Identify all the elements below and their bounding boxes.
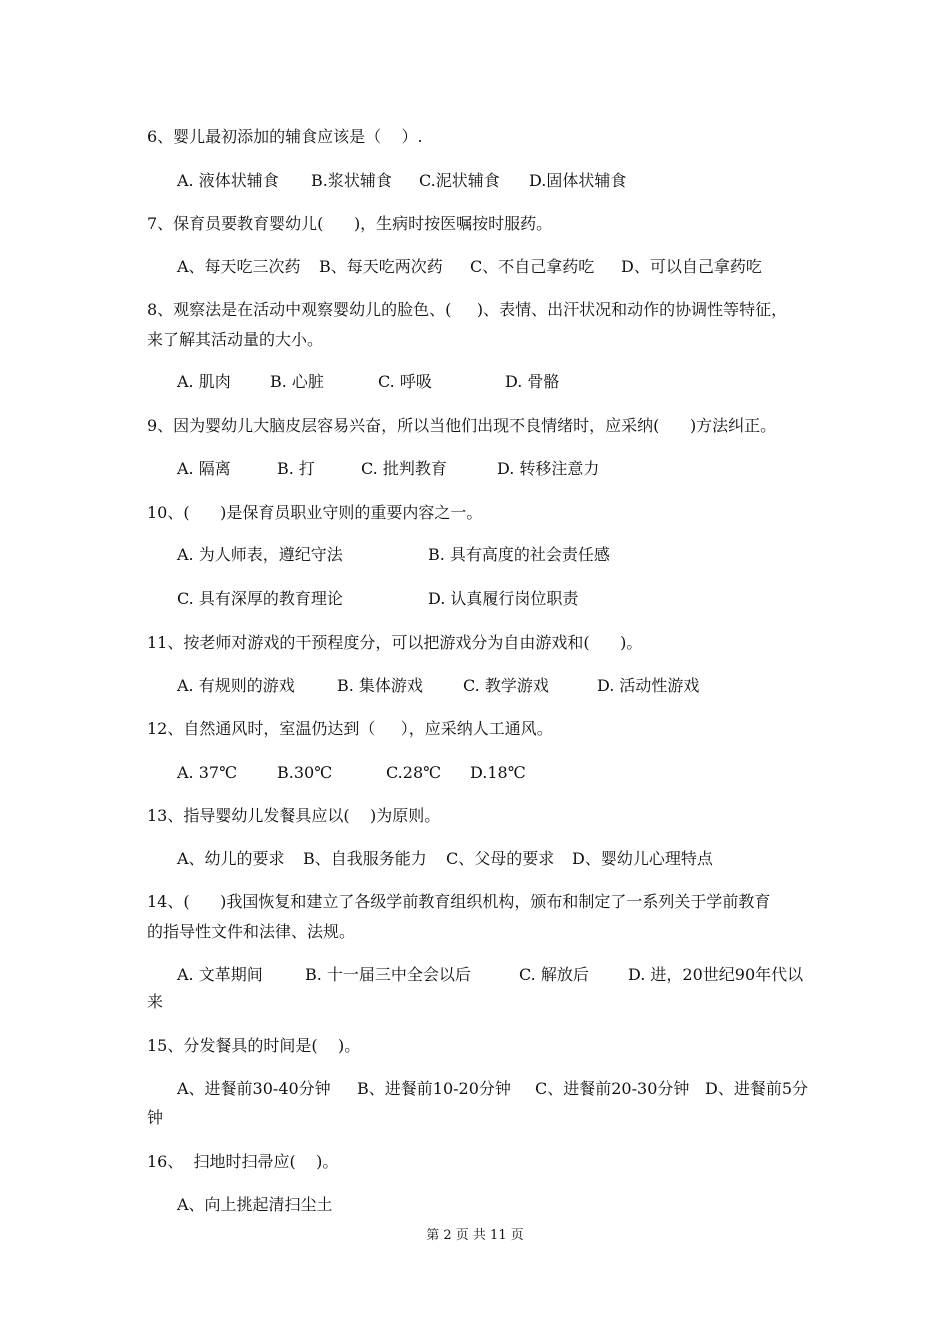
- question-15-option-c: C、进餐前20-30分钟: [535, 1079, 690, 1098]
- question-14-option-b: B. 十一届三中全会以后: [305, 965, 471, 984]
- question-9-option-d: D. 转移注意力: [497, 459, 600, 478]
- question-6-stem: 6、婴儿最初添加的辅食应该是（ ）.: [147, 127, 423, 146]
- question-11-option-d: D. 活动性游戏: [597, 676, 700, 695]
- question-16-option-a: A、向上挑起清扫尘土: [177, 1195, 333, 1214]
- question-13-option-b: B、自我服务能力: [303, 849, 427, 868]
- question-8-option-b: B. 心脏: [270, 372, 324, 391]
- question-11-option-c: C. 教学游戏: [463, 676, 549, 695]
- question-8-option-c: C. 呼吸: [378, 372, 432, 391]
- question-14-option-d-wrap: 来: [147, 992, 164, 1011]
- question-6-option-a: A. 液体状辅食: [177, 171, 279, 190]
- question-8-option-a: A. 肌肉: [177, 372, 231, 391]
- question-7-option-a: A、每天吃三次药: [177, 257, 301, 276]
- question-12-option-d: D.18℃: [470, 763, 526, 782]
- question-9-stem: 9、因为婴幼儿大脑皮层容易兴奋，所以当他们出现不良情绪时，应采纳( )方法纠正。: [147, 416, 777, 435]
- question-11-option-b: B. 集体游戏: [337, 676, 423, 695]
- question-13-option-c: C、父母的要求: [446, 849, 555, 868]
- question-8-stem-line-1: 8、观察法是在活动中观察婴幼儿的脸色、( )、表情、出汗状况和动作的协调性等特征，: [147, 300, 788, 319]
- question-12-stem: 12、自然通风时，室温仍达到（ ），应采纳人工通风。: [147, 719, 553, 738]
- question-16-stem: 16、 扫地时扫帚应( )。: [147, 1152, 339, 1171]
- question-15-stem: 15、分发餐具的时间是( )。: [147, 1036, 361, 1055]
- question-8-stem-line-2: 来了解其活动量的大小。: [147, 330, 324, 349]
- question-11-stem: 11、按老师对游戏的干预程度分，可以把游戏分为自由游戏和( )。: [147, 633, 643, 652]
- page-number-footer: 第 2 页 共 11 页: [426, 1228, 524, 1243]
- question-10-option-d: D. 认真履行岗位职责: [428, 589, 579, 608]
- question-6-option-c: C.泥状辅食: [419, 171, 500, 190]
- question-14-stem-line-1: 14、( )我国恢复和建立了各级学前教育组织机构，颁布和制定了一系列关于学前教育: [147, 892, 771, 911]
- question-14-option-a: A. 文革期间: [177, 965, 263, 984]
- question-6-option-d: D.固体状辅食: [529, 171, 627, 190]
- question-10-option-b: B. 具有高度的社会责任感: [428, 545, 610, 564]
- question-14-option-d: D. 进，20世纪90年代以: [628, 965, 804, 984]
- question-7-option-b: B、每天吃两次药: [319, 257, 443, 276]
- question-9-option-b: B. 打: [277, 459, 315, 478]
- question-13-option-a: A、幼儿的要求: [177, 849, 285, 868]
- question-14-stem-line-2: 的指导性文件和法律、法规。: [147, 922, 356, 941]
- question-10-option-a: A. 为人师表，遵纪守法: [177, 545, 343, 564]
- question-9-option-a: A. 隔离: [177, 459, 231, 478]
- question-15-option-d-wrap: 钟: [147, 1108, 164, 1127]
- question-7-option-d: D、可以自己拿药吃: [621, 257, 762, 276]
- question-10-option-c: C. 具有深厚的教育理论: [177, 589, 343, 608]
- question-13-stem: 13、指导婴幼儿发餐具应以( )为原则。: [147, 806, 441, 825]
- question-7-stem: 7、保育员要教育婴幼儿( )，生病时按医嘱按时服药。: [147, 214, 553, 233]
- question-6-option-b: B.浆状辅食: [311, 171, 392, 190]
- question-12-option-c: C.28℃: [386, 763, 442, 782]
- question-14-option-c: C. 解放后: [519, 965, 589, 984]
- question-7-option-c: C、不自己拿药吃: [470, 257, 595, 276]
- question-9-option-c: C. 批判教育: [361, 459, 447, 478]
- question-13-option-d: D、婴幼儿心理特点: [572, 849, 713, 868]
- question-11-option-a: A. 有规则的游戏: [177, 676, 295, 695]
- question-15-option-d: D、进餐前5分: [705, 1079, 809, 1098]
- question-12-option-a: A. 37℃: [177, 763, 237, 782]
- question-8-option-d: D. 骨骼: [505, 372, 560, 391]
- question-15-option-b: B、进餐前10-20分钟: [357, 1079, 511, 1098]
- question-15-option-a: A、进餐前30-40分钟: [177, 1079, 331, 1098]
- question-10-stem: 10、( )是保育员职业守则的重要内容之一。: [147, 503, 483, 522]
- question-12-option-b: B.30℃: [277, 763, 333, 782]
